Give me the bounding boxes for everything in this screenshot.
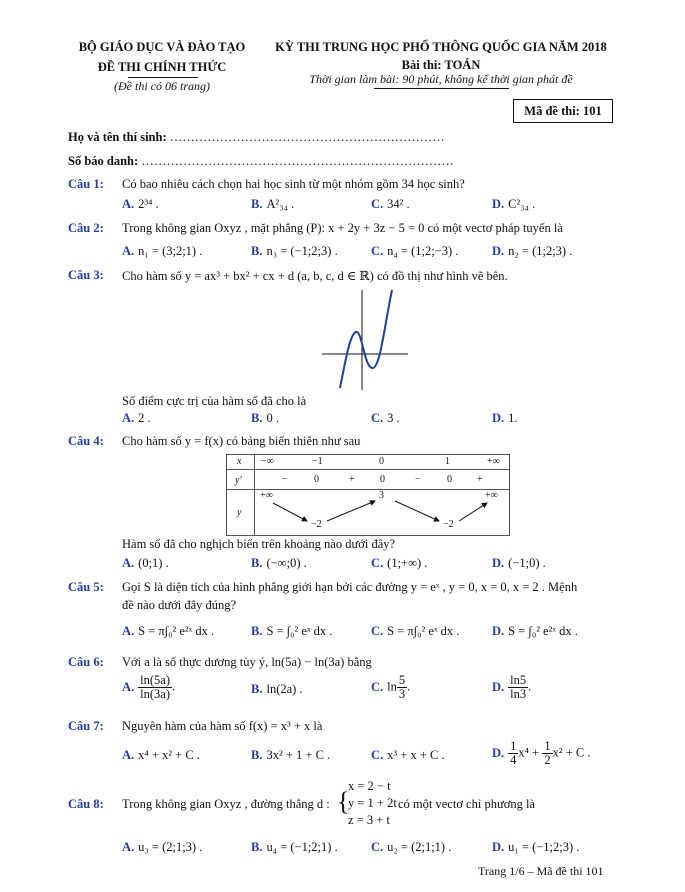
option-c: C. 34² . — [371, 197, 410, 211]
sign: + — [349, 474, 355, 485]
option-b: B. ln(2a) . — [251, 682, 303, 696]
option-d: D. C²₃₄ . — [492, 197, 536, 211]
time-note: Thời gian làm bài: 90 phút, không kể thời gian phát đề — [309, 72, 573, 86]
option-a: A. $\frac{\ln(5a)}{\ln(3a)}$ . — [122, 673, 176, 702]
pages-note: (Đề thi có 06 trang) — [114, 79, 210, 93]
x-value: +∞ — [487, 456, 500, 467]
option-b: B. u₄ = (−1;2;1) . — [251, 840, 338, 854]
question-text: Với a là số thực dương tùy ý, ln(5a) − ln(3a) bằng — [122, 655, 372, 669]
question-label: Câu 3: — [68, 268, 104, 282]
system-eq: x = 2 − t — [348, 779, 391, 793]
candidate-name — [68, 130, 445, 145]
exam-code-box: Mã đề thi: 101 — [513, 99, 613, 123]
option-a: A. S = π∫₀² e²ˣ dx . — [122, 624, 215, 638]
option-d: D. 1. — [492, 411, 518, 425]
x-value: 0 — [379, 456, 384, 467]
option-b: B. n₃ = (−1;2;3) . — [251, 244, 338, 258]
option-d: D. S = ∫₀² e²ˣ dx . — [492, 624, 578, 638]
y-label: y — [237, 507, 242, 518]
option-c: C. S = π∫₀² eˣ dx . — [371, 624, 460, 638]
variation-arrows — [227, 455, 509, 535]
y-value: −2 — [311, 519, 322, 530]
question-text-2: đề nào dưới đây đúng? — [122, 598, 237, 612]
option-a: A. x⁴ + x² + C . — [122, 748, 200, 762]
option-b: B. A²₃₄ . — [251, 197, 295, 211]
cubic-graph — [318, 288, 410, 392]
y-value: −2 — [443, 519, 454, 530]
variation-table — [226, 454, 510, 536]
question-text-2: có một vectơ chỉ phương là — [398, 797, 535, 811]
question-label: Câu 6: — [68, 655, 104, 669]
option-b: B. S = ∫₀² eˣ dx . — [251, 624, 333, 638]
y-value: +∞ — [260, 490, 273, 501]
y-value: +∞ — [485, 490, 498, 501]
question-text: Trong không gian Oxyz , mặt phẳng (P): x + 2y + 3z − 5 = 0 có một vectơ pháp tuyến là — [122, 221, 563, 235]
option-a: A. 2 . — [122, 411, 151, 425]
option-c: C. u₂ = (2;1;1) . — [371, 840, 452, 854]
option-b: B. 0 . — [251, 411, 279, 425]
subject: Bài thi: TOÁN — [401, 58, 481, 72]
question-text: Gọi S là diện tích của hình phẳng giới hạn bởi các đường y = eˣ , y = 0, x = 0, x = 2 . Mệnh — [122, 580, 578, 594]
option-a: A. u₃ = (2;1;3) . — [122, 840, 203, 854]
sign: 0 — [314, 474, 319, 485]
sign: − — [415, 474, 421, 485]
option-c: C. ln $\frac{5}{3}$ . — [371, 673, 411, 702]
sign: 0 — [380, 474, 385, 485]
option-d: D. (−1;0) . — [492, 556, 546, 570]
id-dots: ………………………………………………………………… — [141, 154, 454, 168]
name-dots: ………………………………………………………… — [169, 130, 445, 144]
x-value: 1 — [445, 456, 450, 467]
question-label: Câu 1: — [68, 177, 104, 191]
question-after: Số điểm cực trị của hàm số đã cho là — [122, 394, 307, 408]
x-value: −∞ — [261, 456, 274, 467]
question-after: Hàm số đã cho nghịch biến trên khoảng nào dưới đây? — [122, 537, 396, 551]
question-text: Nguyên hàm của hàm số f(x) = x³ + x là — [122, 719, 323, 733]
option-d: D. u₁ = (−1;2;3) . — [492, 840, 580, 854]
option-b: B. 3x² + 1 + C . — [251, 748, 331, 762]
system-brace: { — [337, 787, 350, 816]
official-label: ĐỀ THI CHÍNH THỨC — [97, 60, 227, 74]
question-label: Câu 8: — [68, 797, 104, 811]
system-eq: z = 3 + t — [348, 813, 390, 827]
question-label: Câu 7: — [68, 719, 104, 733]
option-b: B. (−∞;0) . — [251, 556, 307, 570]
option-a: A. 2³⁴ . — [122, 197, 159, 211]
divider — [374, 88, 509, 89]
sign: 0 — [447, 474, 452, 485]
sign: − — [282, 474, 288, 485]
option-c: C. n₄ = (1;2;−3) . — [371, 244, 459, 258]
y-value: 3 — [379, 490, 384, 501]
sign: + — [477, 474, 483, 485]
question-label: Câu 2: — [68, 221, 104, 235]
question-text: Có bao nhiêu cách chọn hai học sinh từ một nhóm gồm 34 học sinh? — [122, 177, 465, 191]
exam-title: KỲ THI TRUNG HỌC PHỔ THÔNG QUỐC GIA NĂM 2018 — [275, 40, 607, 54]
system-eq: y = 1 + 2t — [348, 796, 397, 810]
x-value: −1 — [312, 456, 323, 467]
question-text: Cho hàm số y = f(x) có bảng biến thiên như sau — [122, 434, 361, 448]
page-footer: Trang 1/6 – Mã đề thi 101 — [478, 864, 604, 878]
option-c: C. (1;+∞) . — [371, 556, 428, 570]
question-label: Câu 5: — [68, 580, 104, 594]
question-text: Trong không gian Oxyz , đường thẳng d : — [122, 797, 330, 811]
id-label: Số báo danh: — [68, 154, 139, 168]
x-label: x — [237, 456, 242, 467]
line-system — [348, 778, 397, 829]
yprime-label: y' — [235, 475, 242, 486]
ministry-name: BỘ GIÁO DỤC VÀ ĐÀO TẠO — [78, 40, 246, 54]
candidate-id — [68, 154, 454, 169]
option-a: A. (0;1) . — [122, 556, 169, 570]
option-c: C. x³ + x + C . — [371, 748, 445, 762]
name-label: Họ và tên thí sinh: — [68, 130, 167, 144]
option-a: A. n₁ = (3;2;1) . — [122, 244, 203, 258]
question-text: Cho hàm số y = ax³ + bx² + cx + d (a, b, c, d ∈ ℝ) có đồ thị như hình vẽ bên. — [122, 269, 508, 283]
question-label: Câu 4: — [68, 434, 104, 448]
option-d: D. n₂ = (1;2;3) . — [492, 244, 573, 258]
option-c: C. 3 . — [371, 411, 400, 425]
option-d: D. $\frac{1}{4}$ x⁴ + $\frac{1}{2}$ x² + C . — [492, 739, 591, 768]
option-d: D. $\frac{\ln 5}{\ln 3}$ . — [492, 673, 532, 702]
divider — [128, 77, 198, 78]
